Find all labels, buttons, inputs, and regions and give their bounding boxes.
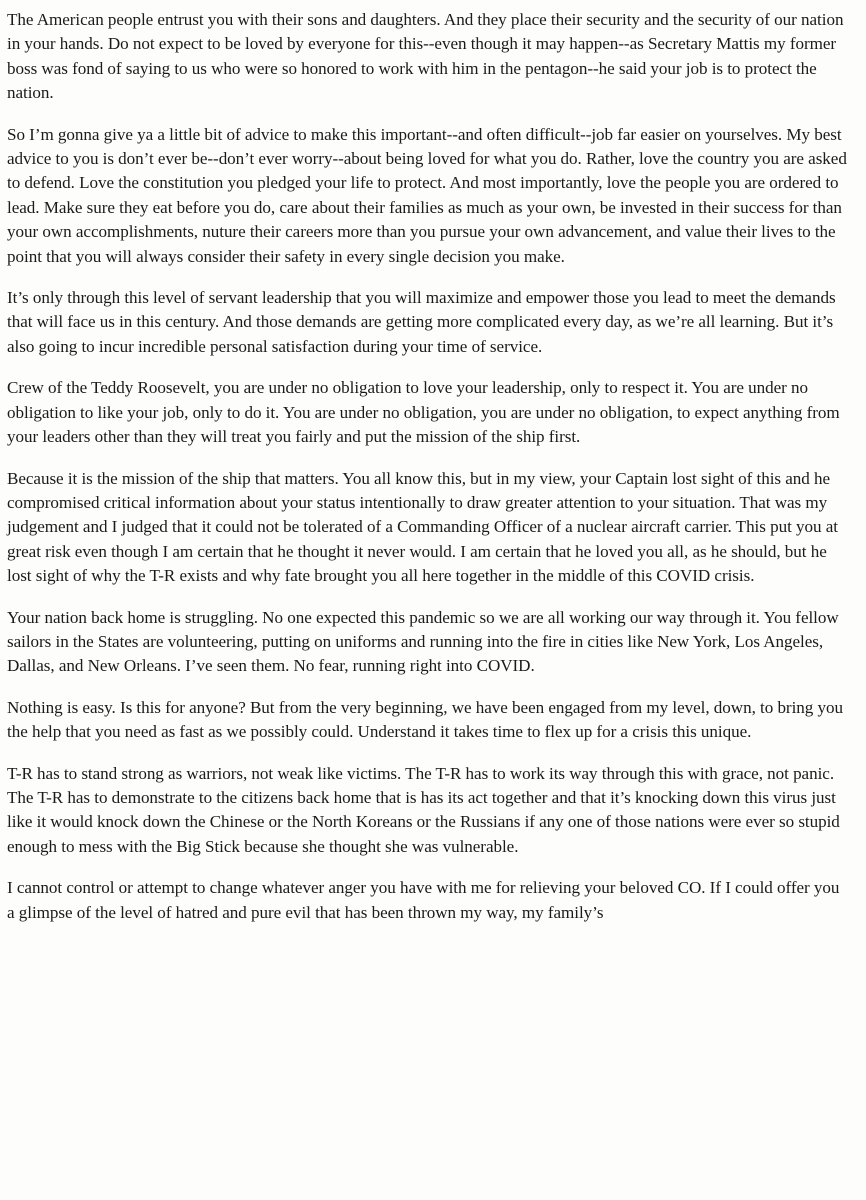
paragraph-4: Crew of the Teddy Roosevelt, you are under no obligation to love your leadership, only to respect it. You are under no obligation to like your job, only to do it. You are under no obligation, you are under no obligation, to expect anything from your leaders other than they will treat you fairly and put the mission of the ship first. <box>7 378 840 447</box>
paragraph-1: The American people entrust you with their sons and daughters. And they place their security and the security of our nation in your hands. Do not expect to be loved by everyone for this--even though it may happen--as Secretary Mattis my former boss was fond of saying to us who were so honored to work with him in the pentagon--he said your job is to protect the nation. <box>7 10 844 103</box>
paragraph-9: I cannot control or attempt to change whatever anger you have with me for relieving your beloved CO. If I could offer you a glimpse of the level of hatred and pure evil that has been thrown my way, my family’s <box>7 878 840 922</box>
paragraph-8: T-R has to stand strong as warriors, not weak like victims. The T-R has to work its way through this with grace, not panic. The T-R has to demonstrate to the citizens back home that is has its act together and that it’s knocking down this virus just like it would knock down the Chinese or the North Koreans or the Russians if any one of those nations were ever so stupid enough to mess with the Big Stick because she thought she was vulnerable. <box>7 763 840 856</box>
paragraph-3: It’s only through this level of servant leadership that you will maximize and empower those you lead to meet the demands that will face us in this century. And those demands are getting more complicated every day, as we’re all learning. But it’s also going to incur incredible personal satisfaction during your time of service. <box>7 288 836 356</box>
paragraph-5: Because it is the mission of the ship that matters. You all know this, but in my view, your Captain lost sight of this and he compromised critical information about your status intentionally to draw greater attention to your situation. That was my judgement and I judged that it could not be tolerated of a Commanding Officer of a nuclear aircraft carrier. This put you at great risk even though I am certain that he thought it never would. I am certain that he loved you all, as he should, but he lost sight of why the T-R exists and why fate brought you all here together in the middle of this COVID crisis. <box>7 468 838 586</box>
paragraph-6: Your nation back home is struggling. No one expected this pandemic so we are all working our way through it. You fellow sailors in the States are volunteering, putting on uniforms and running into the fire in cities like New York, Los Angeles, Dallas, and New Orleans. I’ve seen them. No fear, running right into COVID. <box>7 607 839 676</box>
paragraph-2: So I’m gonna give ya a little bit of advice to make this important--and often difficult--job far easier on yourselves. My best advice to you is don’t ever be--don’t ever worry--about being loved for what you do. Rather, love the country you are asked to defend. Love the constitution you pledged your life to protect. And most importantly, love the people you are ordered to lead. Make sure they eat before you do, care about their families as much as your own, be invested in their success for than your own accomplishments, nuture their careers more than you pursue your own advancement, and value their lives to the point that you will always consider their safety in every single decision you make. <box>7 124 847 266</box>
paragraph-7: Nothing is easy. Is this for anyone? But from the very beginning, we have been engaged from my level, down, to bring you the help that you need as fast as we possibly could. Understand it takes time to flex up for a crisis this unique. <box>7 697 843 742</box>
